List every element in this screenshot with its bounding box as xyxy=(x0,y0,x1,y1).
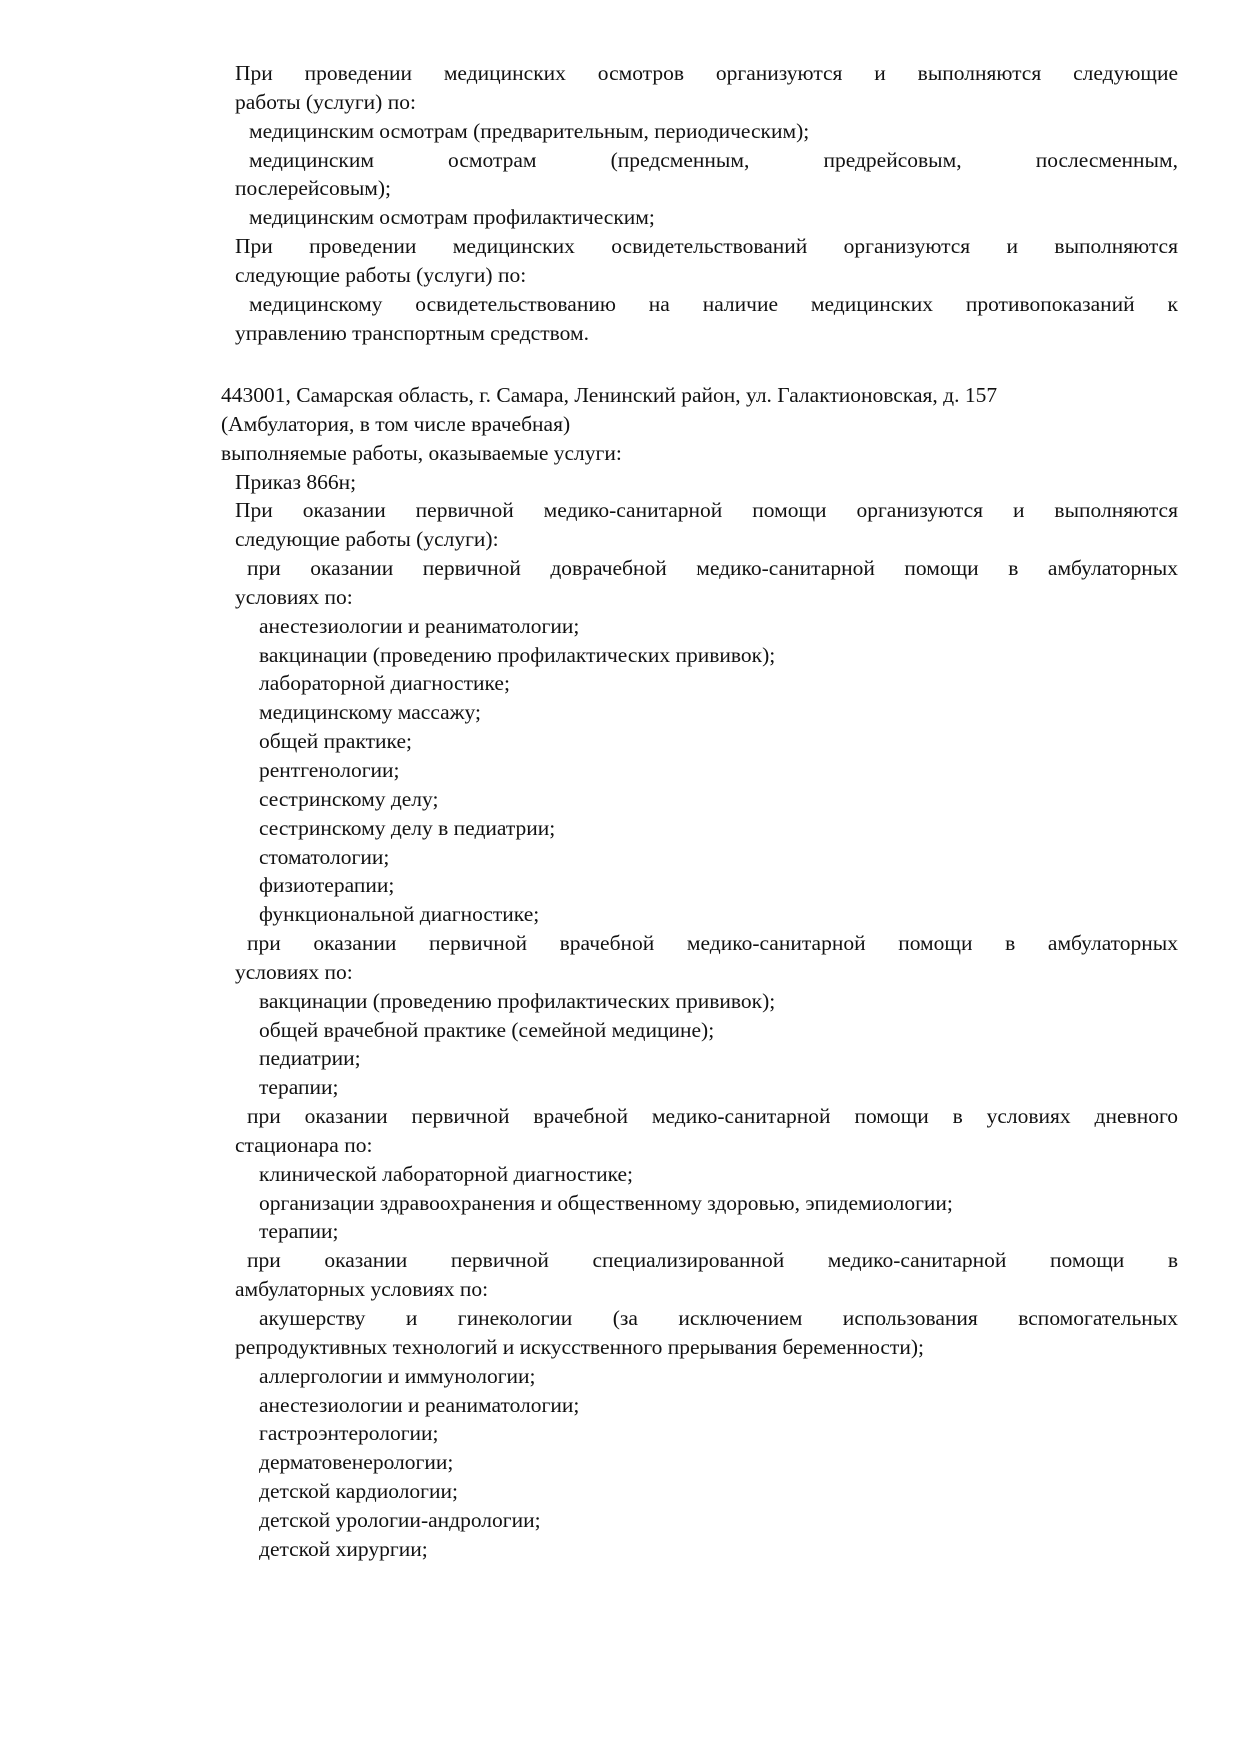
works-heading: выполняемые работы, оказываемые услуги: xyxy=(221,440,622,465)
specialized-care-line-1: при оказании первичной специализированной медико-санитарной помощи в xyxy=(247,1248,1178,1273)
list-item: общей практике; xyxy=(259,729,412,754)
list-item: терапии; xyxy=(259,1075,339,1100)
list-item: рентгенологии; xyxy=(259,757,400,782)
certifications-intro-line-2: следующие работы (услуги) по: xyxy=(235,262,527,287)
list-item: сестринскому делу в педиатрии; xyxy=(259,815,556,840)
list-item: детской урологии-андрологии; xyxy=(259,1507,541,1532)
list-item: детской кардиологии; xyxy=(259,1479,458,1504)
examinations-item-shift-line-2: послерейсовым); xyxy=(235,176,392,201)
list-item: лабораторной диагностике; xyxy=(259,671,510,696)
list-item: анестезиологии и реаниматологии; xyxy=(259,613,580,638)
address-line-2: (Амбулатория, в том числе врачебная) xyxy=(221,411,571,436)
address-line-1: 443001, Самарская область, г. Самара, Ленинский район, ул. Галактионовская, д. 157 xyxy=(221,383,998,407)
vrach-care-line-1: при оказании первичной врачебной медико-санитарной помощи в амбулаторных xyxy=(247,931,1178,956)
list-item: общей врачебной практике (семейной медицине); xyxy=(259,1017,715,1042)
list-item: клинической лабораторной диагностике; xyxy=(259,1161,634,1186)
obstetrics-item-line-2: репродуктивных технологий и искусственного прерывания беременности); xyxy=(235,1334,924,1359)
prevrach-care-line-1: при оказании первичной доврачебной медико-санитарной помощи в амбулаторных xyxy=(247,556,1178,581)
examinations-intro-line-2: работы (услуги) по: xyxy=(235,89,416,114)
certifications-item-line-1: медицинскому освидетельствованию на наличие медицинских противопоказаний к xyxy=(249,291,1178,316)
prevrach-care-line-2: условиях по: xyxy=(235,584,353,609)
vrach-care-line-2: условиях по: xyxy=(235,959,353,984)
list-item: вакцинации (проведению профилактических прививок); xyxy=(259,642,776,667)
examinations-item-preliminary: медицинским осмотрам (предварительным, периодическим); xyxy=(249,118,810,143)
list-item: аллергологии и иммунологии; xyxy=(259,1363,536,1388)
list-item: детской хирургии; xyxy=(259,1536,428,1561)
primary-care-intro-line-1: При оказании первичной медико-санитарной помощи организуются и выполняются xyxy=(235,498,1178,523)
day-hospital-care-line-1: при оказании первичной врачебной медико-санитарной помощи в условиях дневного xyxy=(247,1104,1178,1129)
list-item: сестринскому делу; xyxy=(259,786,439,811)
certifications-item-line-2: управлению транспортным средством. xyxy=(235,320,589,345)
specialized-care-line-2: амбулаторных условиях по: xyxy=(235,1277,489,1302)
list-item: терапии; xyxy=(259,1219,339,1244)
list-item: функциональной диагностике; xyxy=(259,902,540,927)
order-reference: Приказ 866н; xyxy=(235,469,357,494)
obstetrics-item-line-1: акушерству и гинекологии (за исключением использования вспомогательных xyxy=(259,1306,1178,1330)
address-section xyxy=(221,381,1178,1564)
list-item: гастроэнтерологии; xyxy=(259,1421,439,1446)
list-item: медицинскому массажу; xyxy=(259,700,481,725)
list-item: физиотерапии; xyxy=(259,873,395,898)
examinations-item-preventive: медицинским осмотрам профилактическим; xyxy=(249,205,655,230)
examinations-item-shift-line-1: медицинским осмотрам (предсменным, предрейсовым, послесменным, xyxy=(249,147,1178,172)
day-hospital-care-line-2: стационара по: xyxy=(235,1132,373,1157)
list-item: организации здравоохранения и общественному здоровью, эпидемиологии; xyxy=(259,1190,953,1215)
certifications-intro-line-1: При проведении медицинских освидетельствований организуются и выполняются xyxy=(235,234,1178,259)
list-item: стоматологии; xyxy=(259,844,390,869)
primary-care-intro-line-2: следующие работы (услуги): xyxy=(235,527,499,552)
examinations-intro-line-1: При проведении медицинских осмотров организуются и выполняются следующие xyxy=(235,61,1178,85)
list-item: анестезиологии и реаниматологии; xyxy=(259,1392,580,1417)
medical-examinations-section xyxy=(235,59,1178,347)
list-item: педиатрии; xyxy=(259,1046,361,1071)
list-item: вакцинации (проведению профилактических прививок); xyxy=(259,988,776,1013)
list-item: дерматовенерологии; xyxy=(259,1450,454,1475)
